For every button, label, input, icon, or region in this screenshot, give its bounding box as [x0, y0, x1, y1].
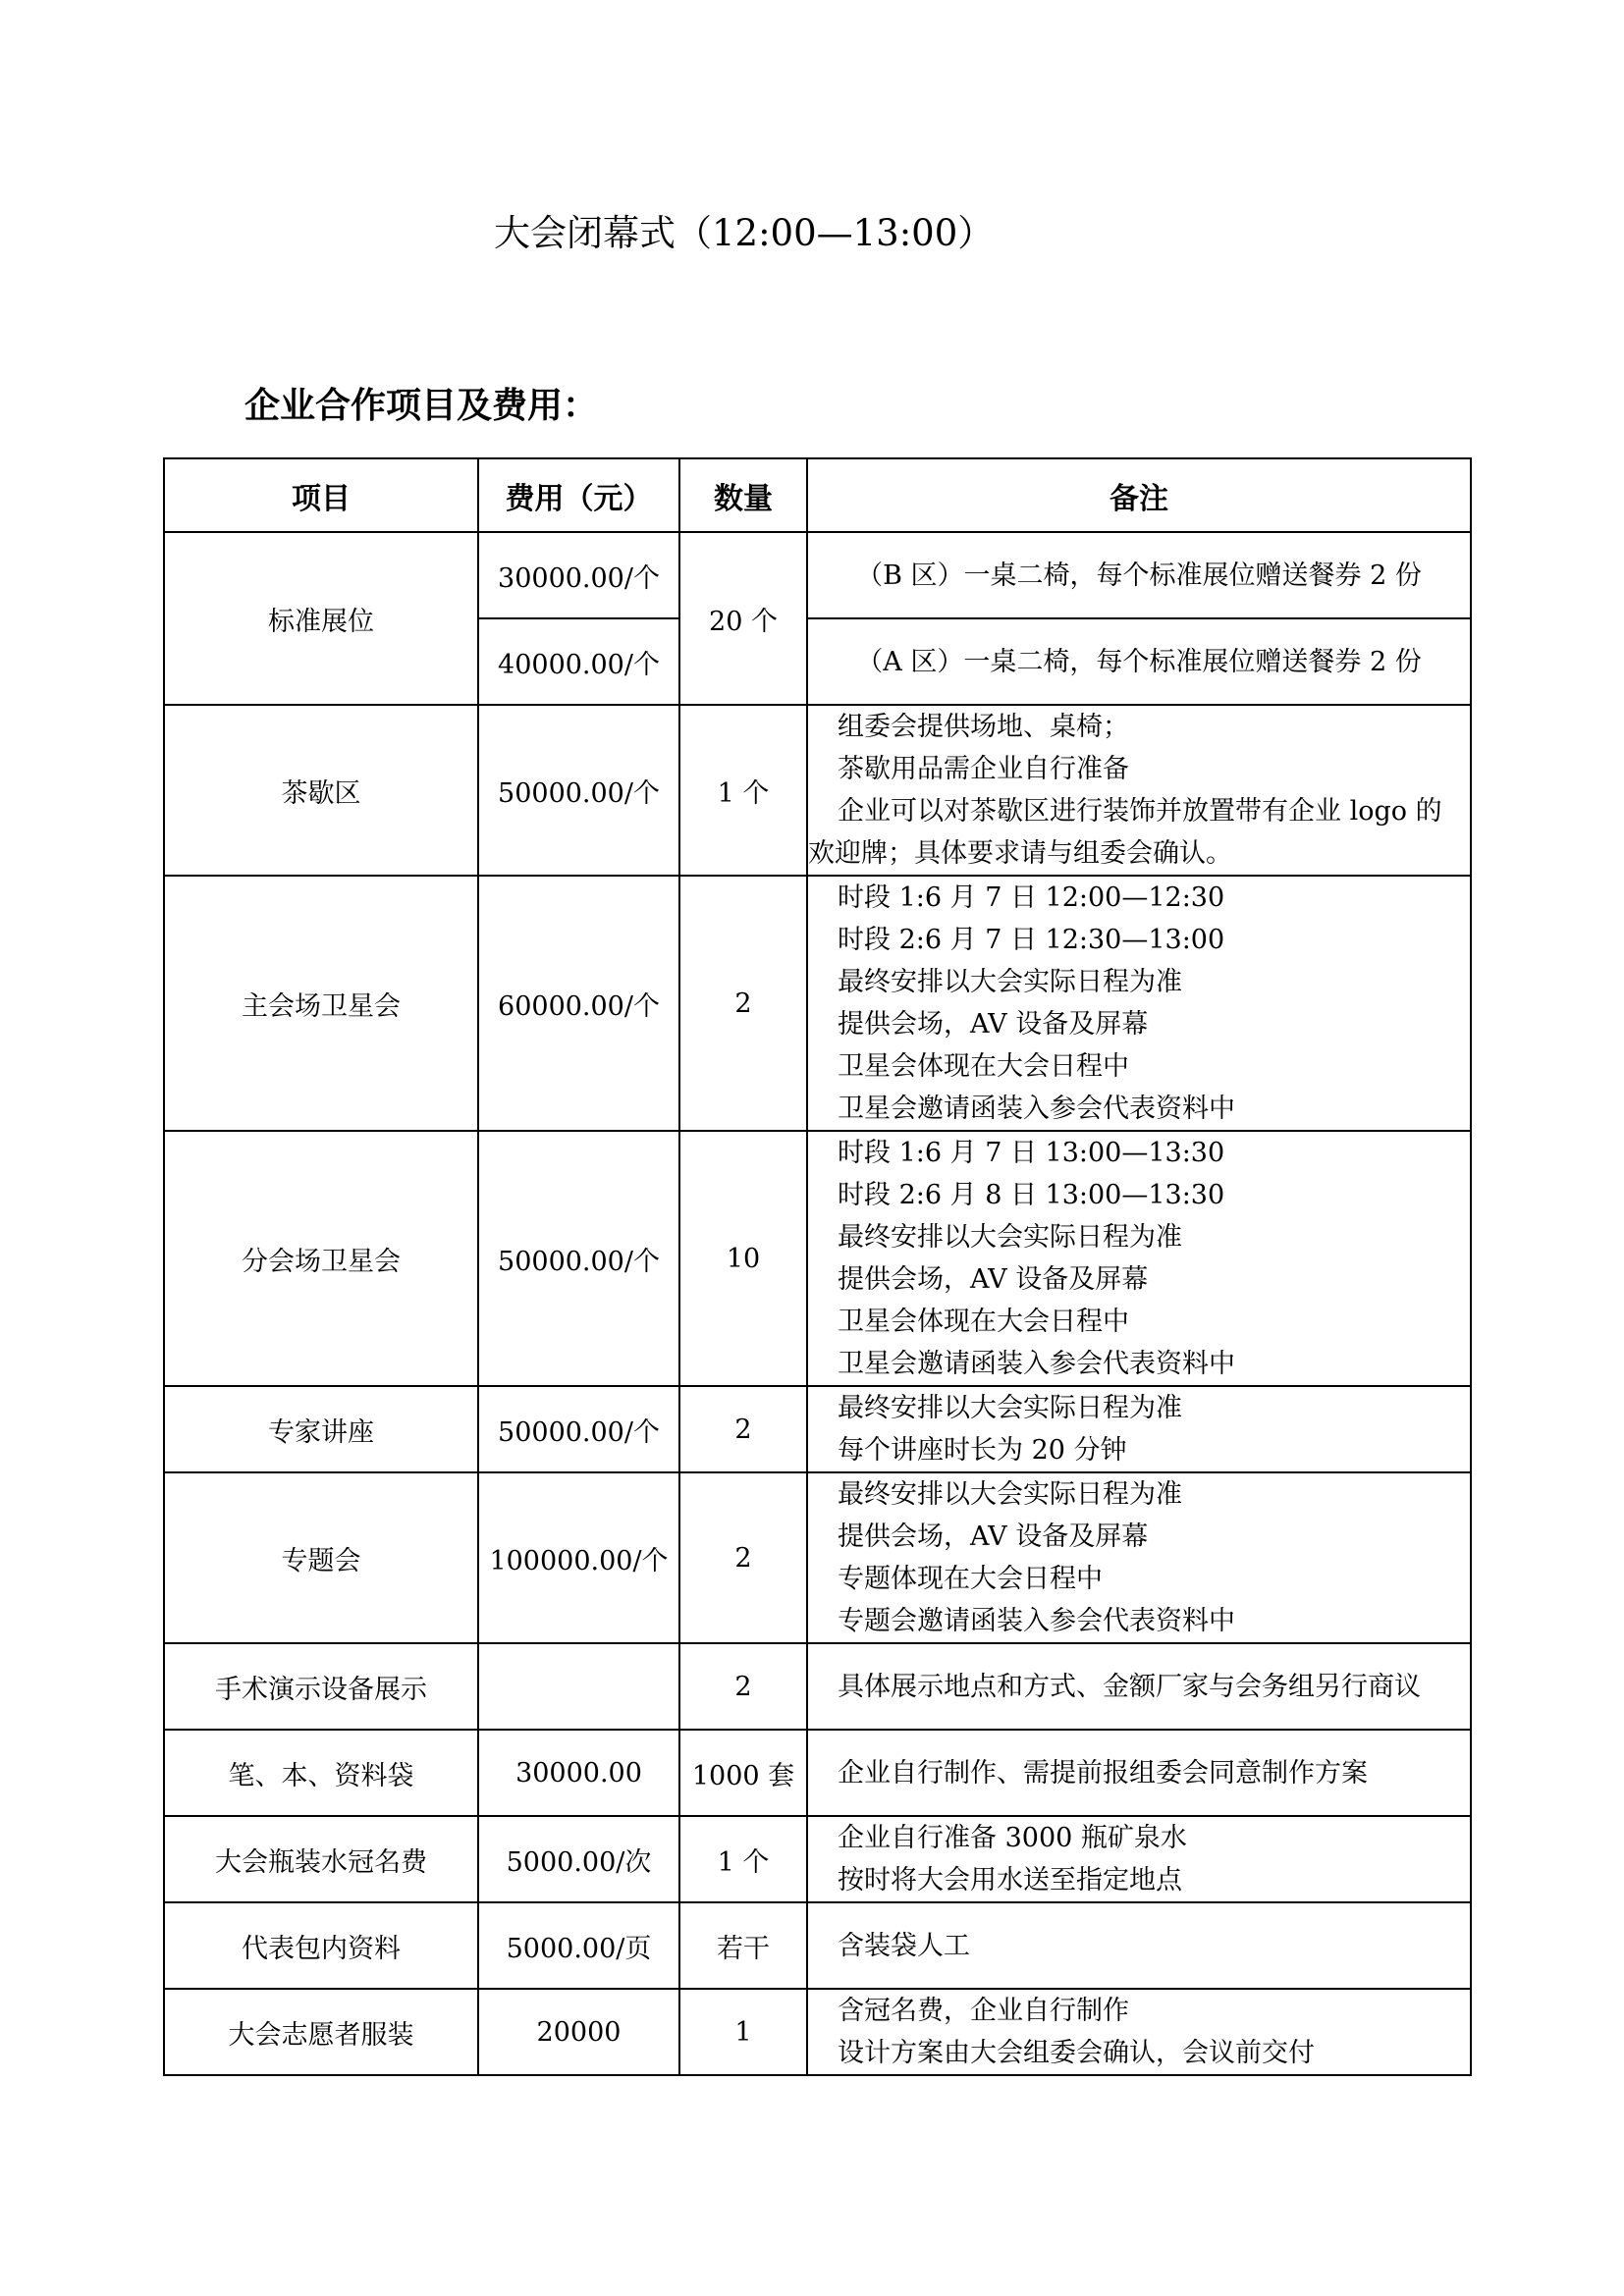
quantity-cell: 10	[679, 1131, 807, 1386]
price-cell: 5000.00/页	[478, 1902, 679, 1989]
remark-line: 企业自行制作、需提前报组委会同意制作方案	[838, 1757, 1368, 1789]
sponsorship-fee-table	[163, 457, 1472, 2076]
booth-a-remark-cell	[807, 618, 1471, 705]
item-cell: 主会场卫星会	[164, 876, 478, 1131]
price-cell: 50000.00/个	[478, 1131, 679, 1386]
remarks-cell	[807, 705, 1471, 876]
remark-line: 欢迎牌；具体要求请与组委会确认。	[808, 838, 1232, 869]
booth-b-price-cell: 30000.00/个	[478, 532, 679, 618]
quantity-cell: 1000 套	[679, 1730, 807, 1816]
quantity-cell: 2	[679, 1643, 807, 1730]
price-cell: 20000	[478, 1989, 679, 2075]
item-cell: 大会志愿者服装	[164, 1989, 478, 2075]
remark-line: 专题体现在大会日程中	[838, 1564, 1103, 1594]
remark-line: 提供会场，AV 设备及屏幕	[838, 1264, 1149, 1295]
table-row	[164, 1131, 1471, 1386]
remarks-cell	[807, 1472, 1471, 1643]
quantity-cell: 1	[679, 1989, 807, 2075]
remark-line: 设计方案由大会组委会确认，会议前交付	[838, 2038, 1315, 2068]
remark-line: 含冠名费，企业自行制作	[838, 1996, 1129, 2026]
remark-line: 专题会邀请函装入参会代表资料中	[838, 1606, 1235, 1636]
price-cell: 5000.00/次	[478, 1816, 679, 1902]
closing-ceremony-title: 大会闭幕式（12:00—13:00）	[494, 212, 995, 254]
header-cost: 费用（元）	[478, 458, 679, 532]
booth-b-remark: （B 区）一桌二椅，每个标准展位赠送餐券 2 份	[856, 560, 1422, 591]
booth-a-remark: （A 区）一桌二椅，每个标准展位赠送餐券 2 份	[856, 646, 1422, 677]
remarks-cell	[807, 1386, 1471, 1472]
price-cell: 50000.00/个	[478, 1386, 679, 1472]
price-cell: 30000.00	[478, 1730, 679, 1816]
remark-line: 最终安排以大会实际日程为准	[838, 967, 1182, 997]
remark-line: 具体展示地点和方式、金额厂家与会务组另行商议	[838, 1671, 1421, 1702]
remark-line: 含装袋人工	[838, 1930, 970, 1961]
item-cell: 分会场卫星会	[164, 1131, 478, 1386]
remarks-cell	[807, 876, 1471, 1131]
remark-line: 卫星会邀请函装入参会代表资料中	[838, 1094, 1235, 1124]
remarks-cell	[807, 1989, 1471, 2075]
remarks-cell	[807, 1643, 1471, 1730]
item-cell: 专家讲座	[164, 1386, 478, 1472]
quantity-cell: 1 个	[679, 1816, 807, 1902]
item-cell: 手术演示设备展示	[164, 1643, 478, 1730]
table-row	[164, 1472, 1471, 1643]
table-row	[164, 1730, 1471, 1816]
remark-line: 提供会场，AV 设备及屏幕	[838, 1522, 1149, 1552]
quantity-cell: 2	[679, 1386, 807, 1472]
remark-line: 最终安排以大会实际日程为准	[838, 1222, 1182, 1253]
remark-line: 最终安排以大会实际日程为准	[838, 1479, 1182, 1510]
header-item: 项目	[164, 458, 478, 532]
remark-line: 时段 2:6 月 7 日 12:30—13:00	[838, 925, 1225, 955]
remarks-cell	[807, 1131, 1471, 1386]
remark-line: 组委会提供场地、桌椅；	[838, 712, 1129, 742]
price-cell: 50000.00/个	[478, 705, 679, 876]
remark-line: 时段 1:6 月 7 日 13:00—13:30	[838, 1138, 1225, 1168]
quantity-cell: 2	[679, 1472, 807, 1643]
header-quantity: 数量	[679, 458, 807, 532]
booth-quantity-cell: 20 个	[679, 532, 807, 705]
remark-line: 茶歇用品需企业自行准备	[838, 754, 1129, 784]
booth-b-remark-cell	[807, 532, 1471, 618]
table-row-booth-b	[164, 532, 1471, 618]
price-cell: 100000.00/个	[478, 1472, 679, 1643]
header-remarks: 备注	[807, 458, 1471, 532]
item-cell: 专题会	[164, 1472, 478, 1643]
remark-line: 企业自行准备 3000 瓶矿泉水	[838, 1823, 1187, 1853]
remark-line: 时段 2:6 月 8 日 13:00—13:30	[838, 1180, 1225, 1210]
table-header-row	[164, 458, 1471, 532]
remark-line: 卫星会体现在大会日程中	[838, 1051, 1129, 1082]
table-row	[164, 705, 1471, 876]
remarks-cell	[807, 1902, 1471, 1989]
table-row	[164, 1386, 1471, 1472]
remark-line: 时段 1:6 月 7 日 12:00—12:30	[838, 882, 1225, 913]
table-row	[164, 1902, 1471, 1989]
quantity-cell: 若干	[679, 1902, 807, 1989]
table-row	[164, 1989, 1471, 2075]
remarks-cell	[807, 1816, 1471, 1902]
table-row	[164, 1643, 1471, 1730]
remark-line: 每个讲座时长为 20 分钟	[838, 1435, 1127, 1466]
remark-line: 企业可以对茶歇区进行装饰并放置带有企业 logo 的	[838, 796, 1442, 827]
price-cell: 60000.00/个	[478, 876, 679, 1131]
remarks-cell	[807, 1730, 1471, 1816]
item-cell: 代表包内资料	[164, 1902, 478, 1989]
remark-line: 卫星会体现在大会日程中	[838, 1307, 1129, 1337]
section-heading: 企业合作项目及费用：	[244, 386, 599, 426]
quantity-cell: 2	[679, 876, 807, 1131]
remark-line: 按时将大会用水送至指定地点	[838, 1865, 1182, 1896]
booth-a-price-cell: 40000.00/个	[478, 618, 679, 705]
quantity-cell: 1 个	[679, 705, 807, 876]
table-row	[164, 1816, 1471, 1902]
booth-item-cell: 标准展位	[164, 532, 478, 705]
item-cell: 笔、本、资料袋	[164, 1730, 478, 1816]
item-cell: 茶歇区	[164, 705, 478, 876]
remark-line: 卫星会邀请函装入参会代表资料中	[838, 1349, 1235, 1379]
table-row	[164, 876, 1471, 1131]
item-cell: 大会瓶装水冠名费	[164, 1816, 478, 1902]
price-cell	[478, 1643, 679, 1730]
remark-line: 提供会场，AV 设备及屏幕	[838, 1009, 1149, 1040]
remark-line: 最终安排以大会实际日程为准	[838, 1393, 1182, 1423]
